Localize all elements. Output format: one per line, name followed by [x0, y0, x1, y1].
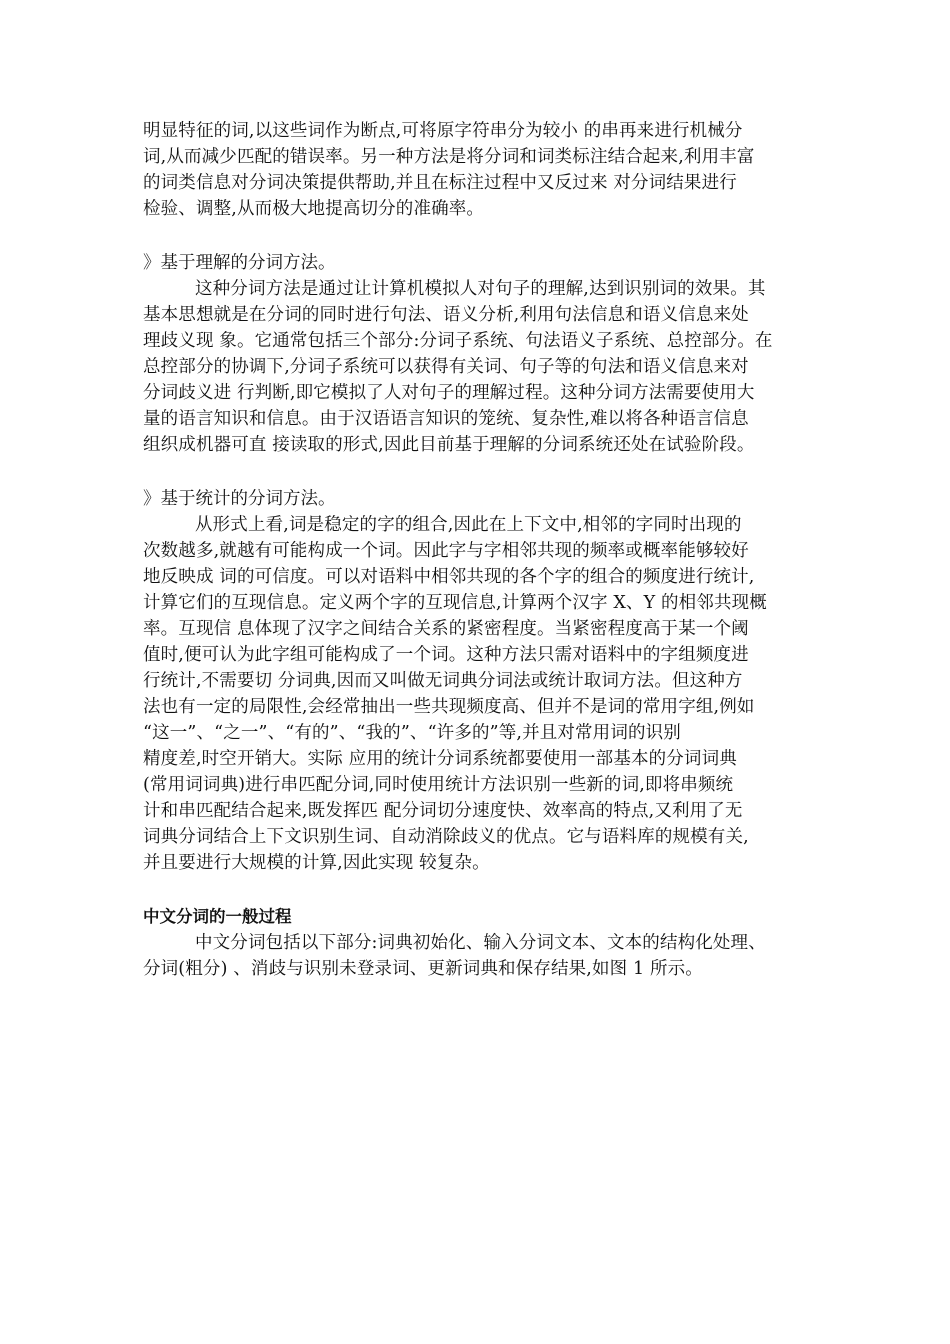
paragraph-line: 次数越多,就越有可能构成一个词。因此字与字相邻共现的频率或概率能够较好	[143, 541, 749, 561]
paragraph-line: 中文分词包括以下部分:词典初始化、输入分词文本、文本的结构化处理、	[195, 933, 766, 953]
paragraph-line: 基本思想就是在分词的同时进行句法、语义分析,利用句法信息和语义信息来处	[143, 305, 749, 325]
paragraph-line: 检验、调整,从而极大地提高切分的准确率。	[143, 199, 485, 219]
paragraph-line: 并且要进行大规模的计算,因此实现 较复杂。	[143, 853, 490, 873]
paragraph-line: 词典分词结合上下文识别生词、自动消除歧义的优点。它与语料库的规模有关,	[143, 827, 749, 847]
paragraph-line: 从形式上看,词是稳定的字的组合,因此在上下文中,相邻的字同时出现的	[195, 515, 742, 535]
paragraph-line: 词,从而减少匹配的错误率。另一种方法是将分词和词类标注结合起来,利用丰富	[143, 147, 755, 167]
paragraph-line: 行统计,不需要切 分词典,因而又叫做无词典分词法或统计取词方法。但这种方	[143, 671, 743, 691]
paragraph-line: 精度差,时空开销大。实际 应用的统计分词系统都要使用一部基本的分词词典	[143, 749, 737, 769]
paragraph-gap	[143, 222, 811, 250]
paragraph-line: 明显特征的词,以这些词作为断点,可将原字符串分为较小 的串再来进行机械分	[143, 121, 743, 141]
paragraph-gap	[143, 458, 811, 486]
paragraph-line: 值时,便可认为此字组可能构成了一个词。这种方法只需对语料中的字组频度进	[143, 645, 749, 665]
statistical-method-heading: 》基于统计的分词方法。	[143, 489, 336, 509]
paragraph-line: 的词类信息对分词决策提供帮助,并且在标注过程中又反过来 对分词结果进行	[143, 173, 737, 193]
paragraph-line: “这一”、“之一”、“有的”、“我的”、“许多的”等,并且对常用词的识别	[143, 723, 681, 743]
section-heading: 中文分词的一般过程	[143, 907, 292, 926]
document-page	[143, 118, 811, 982]
paragraph-line: 分词歧义进 行判断,即它模拟了人对句子的理解过程。这种分词方法需要使用大	[143, 383, 755, 403]
paragraph-line: 法也有一定的局限性,会经常抽出一些共现频度高、但并不是词的常用字组,例如	[143, 697, 755, 717]
paragraph-line: 计和串匹配结合起来,既发挥匹 配分词切分速度快、效率高的特点,又利用了无	[143, 801, 743, 821]
intro-paragraph	[143, 118, 811, 222]
paragraph-line: 这种分词方法是通过让计算机模拟人对句子的理解,达到识别词的效果。其	[195, 279, 766, 299]
statistical-method-section	[143, 486, 811, 876]
paragraph-gap	[143, 876, 811, 904]
paragraph-line: 理歧义现 象。它通常包括三个部分:分词子系统、句法语义子系统、总控部分。在	[143, 331, 773, 351]
paragraph-line: 量的语言知识和信息。由于汉语语言知识的笼统、复杂性,难以将各种语言信息	[143, 409, 749, 429]
understanding-method-heading: 》基于理解的分词方法。	[143, 253, 336, 273]
paragraph-line: 计算它们的互现信息。定义两个字的互现信息,计算两个汉字 X、Y 的相邻共现概	[143, 593, 767, 613]
paragraph-line: 总控部分的协调下,分词子系统可以获得有关词、句子等的句法和语义信息来对	[143, 357, 749, 377]
paragraph-line: 组织成机器可直 接读取的形式,因此目前基于理解的分词系统还处在试验阶段。	[143, 435, 755, 455]
paragraph-line: 地反映成 词的可信度。可以对语料中相邻共现的各个字的组合的频度进行统计,	[143, 567, 755, 587]
paragraph-line: (常用词词典)进行串匹配分词,同时使用统计方法识别一些新的词,即将串频统	[143, 775, 734, 795]
general-process-section	[143, 904, 811, 982]
paragraph-line: 率。互现信 息体现了汉字之间结合关系的紧密程度。当紧密程度高于某一个阈	[143, 619, 749, 639]
paragraph-line: 分词(粗分) 、消歧与识别未登录词、更新词典和保存结果,如图 1 所示。	[143, 959, 703, 979]
understanding-method-section	[143, 250, 811, 458]
